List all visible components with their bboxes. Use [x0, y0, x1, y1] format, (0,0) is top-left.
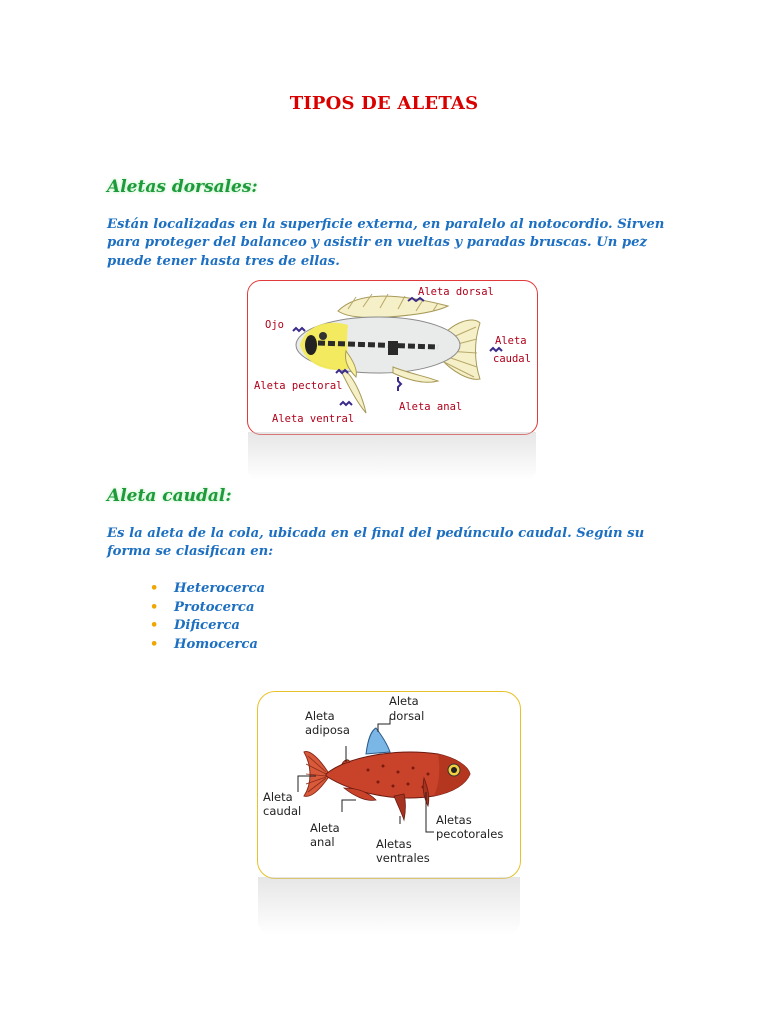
list-item — [150, 636, 265, 655]
bullet-icon: • — [150, 599, 159, 615]
list-item — [150, 599, 265, 618]
fig1-reflection — [248, 432, 536, 480]
list-item-label: Heterocerca — [174, 581, 266, 596]
label-aleta-dorsal: Aleta dorsal — [418, 286, 494, 298]
list-item — [150, 580, 265, 599]
label-ojo: Ojo — [265, 319, 284, 331]
label-adiposa-1: Aleta — [305, 709, 335, 723]
caudal-types-list — [150, 580, 265, 654]
label-aleta-ventral: Aleta ventral — [272, 413, 355, 425]
label-ventrales-2: ventrales — [376, 851, 430, 865]
red-fish-illustration — [258, 692, 520, 878]
label-aleta-caudal-1: Aleta — [495, 335, 527, 347]
bullet-icon: • — [150, 581, 159, 596]
label-caudal-1: Aleta — [263, 790, 293, 804]
list-item-label: Dificerca — [174, 618, 240, 634]
label-anal-1: Aleta — [310, 821, 340, 835]
red-fish-diagram — [257, 691, 521, 879]
fish-fins-diagram — [247, 280, 538, 435]
label-aleta-anal: Aleta anal — [399, 401, 463, 413]
label-caudal-2: caudal — [263, 804, 302, 818]
label-pectorales-2: pecotorales — [436, 827, 504, 841]
list-item-label: Homocerca — [174, 636, 258, 652]
page-title: TIPOS DE ALETAS — [289, 93, 479, 114]
label-ventrales-1: Aletas — [376, 837, 412, 851]
label-anal-2: anal — [310, 835, 335, 849]
label-aleta-caudal-2: caudal — [493, 353, 531, 365]
fig2-reflection — [258, 877, 520, 935]
fish-fins-illustration — [248, 281, 537, 434]
label-pectorales-1: Aletas — [436, 813, 472, 827]
label-dorsal-1: Aleta — [389, 694, 419, 708]
section-heading-caudal: Aleta caudal: — [107, 486, 232, 506]
bullet-icon: • — [150, 636, 159, 652]
section-paragraph-dorsales: Están localizadas en la superficie externa, en paralelo al notocordio. Sirven para proteger del balanceo y asistir en vueltas y paradas bruscas. Un pez puede tener hasta tres de ellas. — [107, 217, 665, 269]
label-aleta-pectoral: Aleta pectoral — [254, 380, 343, 392]
list-item-label: Protocerca — [174, 599, 255, 615]
bullet-icon: • — [150, 618, 159, 634]
label-adiposa-2: adiposa — [305, 723, 350, 737]
list-item — [150, 617, 265, 636]
section-heading-dorsales: Aletas dorsales: — [107, 177, 258, 197]
label-dorsal-2: dorsal — [389, 709, 425, 723]
section-paragraph-caudal: Es la aleta de la cola, ubicada en el final del pedúnculo caudal. Según su forma se clasifican en: — [107, 526, 645, 560]
